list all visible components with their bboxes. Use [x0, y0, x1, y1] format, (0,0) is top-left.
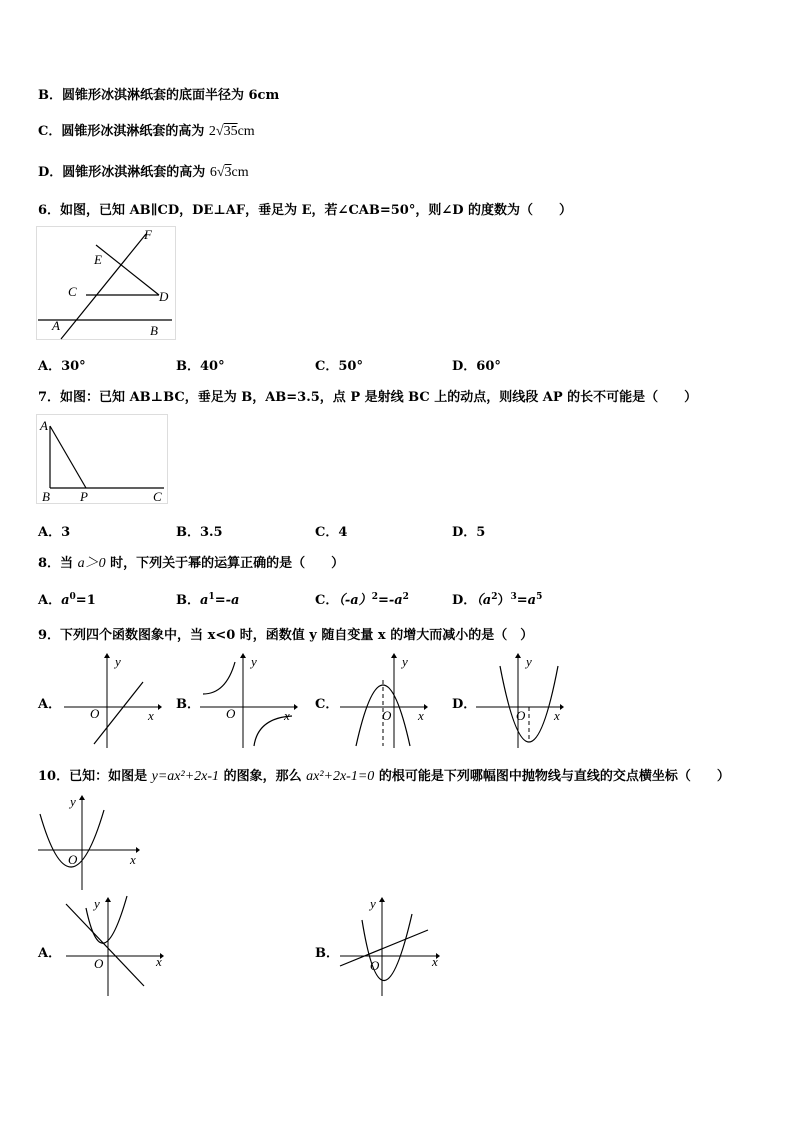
x-label: x — [148, 708, 154, 723]
origin-label: O — [516, 708, 526, 723]
sqrt-sign: √ — [215, 124, 224, 139]
q7-stem: 7．如图：已知 AB⊥BC，垂足为 B，AB=3.5，点 P 是射线 BC 上的动点，则线段 AP 的长不可能是（ ） — [38, 390, 698, 405]
exponent: 3 — [510, 592, 517, 602]
q6-option-d: D．60° — [452, 359, 501, 374]
y-label: y — [70, 794, 76, 809]
label-p: P — [80, 489, 88, 504]
increasing-line — [340, 930, 428, 966]
exponent: 0 — [69, 592, 76, 602]
rest: =-a — [377, 593, 403, 608]
rest: =1 — [75, 593, 96, 608]
q7-option-c: C．4 — [315, 525, 348, 540]
q8-option-c — [315, 589, 409, 608]
option-prev-c — [38, 120, 255, 140]
q9-option-d-label: D． — [452, 697, 477, 712]
origin-label: O — [382, 708, 392, 723]
option-label: A． — [38, 593, 62, 608]
q10-graph-a — [60, 894, 168, 998]
sqrt-radicand: 3 — [224, 165, 232, 180]
origin-label: O — [370, 958, 380, 973]
label-a: A — [40, 418, 48, 433]
y-label: y — [526, 654, 532, 669]
increasing-line — [94, 682, 143, 744]
hyperbola-branch-left — [203, 662, 235, 694]
label-f: F — [144, 227, 152, 242]
q7-option-b: B．3.5 — [176, 525, 223, 540]
q9-option-b-label: B． — [176, 697, 200, 712]
exponent: 2 — [402, 592, 409, 602]
q7-option-a: A．3 — [38, 525, 71, 540]
q8-stem-prefix: 8．当 — [38, 556, 74, 571]
base: （-a） — [338, 593, 372, 608]
q9-graph-d — [474, 652, 574, 750]
y-label: y — [402, 654, 408, 669]
y-label: y — [115, 654, 121, 669]
label-b: B — [150, 323, 158, 338]
origin-label: O — [226, 706, 236, 721]
label-e: E — [94, 252, 102, 267]
origin-label: O — [68, 852, 78, 867]
q8-stem-suffix: 时，下列关于幂的运算正确的是（ ） — [110, 556, 345, 571]
figure-frame — [37, 415, 168, 504]
unit: cm — [237, 124, 255, 139]
rest: =a — [516, 593, 537, 608]
sqrt-coef: 2 — [208, 124, 216, 139]
q10-option-a-label: A． — [38, 946, 62, 961]
q8-stem — [38, 552, 344, 572]
q8-option-b — [176, 589, 239, 608]
option-label: D． — [452, 593, 477, 608]
q6-figure — [36, 226, 176, 340]
sqrt-sign: √ — [216, 165, 225, 180]
option-label: B． — [176, 593, 200, 608]
q9-graph-b — [198, 652, 298, 750]
decreasing-line — [66, 904, 144, 986]
option-prev-b: B．圆锥形冰淇淋纸套的底面半径为 6cm — [38, 88, 280, 103]
label-a: A — [52, 318, 60, 333]
parabola-up — [86, 896, 127, 943]
rest: =-a — [214, 593, 240, 608]
q9-option-c-label: C． — [315, 697, 339, 712]
q10-stem-suffix: 的根可能是下列哪幅图中抛物线与直线的交点横坐标（ ） — [378, 769, 730, 784]
option-label: C． — [315, 593, 339, 608]
q10-stem-mid: 的图象，那么 — [223, 769, 302, 784]
label-c: C — [153, 489, 162, 504]
label-b: B — [42, 489, 50, 504]
y-label: y — [94, 896, 100, 911]
q6-option-a: A．30° — [38, 359, 86, 374]
q10-stem — [38, 765, 730, 785]
q7-figure — [36, 414, 168, 504]
base: （a — [476, 593, 492, 608]
option-prev-c-text: C．圆锥形冰淇淋纸套的高为 — [38, 124, 205, 139]
q10-graph-b — [336, 894, 448, 998]
q10-option-b-label: B． — [315, 946, 339, 961]
y-label: y — [251, 654, 257, 669]
x-label: x — [418, 708, 424, 723]
exponent: 2 — [371, 592, 378, 602]
y-label: y — [370, 896, 376, 911]
unit: cm — [231, 165, 249, 180]
exponent: 5 — [536, 592, 543, 602]
sqrt-coef: 6 — [209, 165, 217, 180]
paren: ） — [497, 593, 511, 608]
q8-stem-condition: a＞0 — [77, 556, 106, 571]
q6-stem: 6．如图，已知 AB∥CD，DE⊥AF，垂足为 E，若∠CAB=50°，则∠D 的度数为（ ） — [38, 203, 573, 218]
q8-option-d — [452, 589, 542, 608]
x-label: x — [156, 954, 162, 969]
base: a — [200, 593, 209, 608]
label-c: C — [68, 284, 77, 299]
option-prev-d — [38, 161, 249, 181]
option-prev-d-text: D．圆锥形冰淇淋纸套的高为 — [38, 165, 206, 180]
segment-ap — [50, 426, 86, 488]
q6-option-b: B．40° — [176, 359, 225, 374]
q7-option-d: D．5 — [452, 525, 486, 540]
q6-option-c: C．50° — [315, 359, 363, 374]
exponent: 2 — [491, 592, 498, 602]
q10-function: y=ax²+2x-1 — [151, 769, 220, 784]
origin-label: O — [90, 706, 100, 721]
exponent: 1 — [208, 592, 215, 602]
label-d: D — [159, 289, 169, 304]
x-label: x — [130, 852, 136, 867]
segment-de — [96, 245, 159, 295]
sqrt-radicand: 35 — [223, 124, 238, 139]
q9-graph-a — [62, 652, 162, 750]
x-label: x — [554, 708, 560, 723]
option-prev-c-math — [209, 124, 255, 139]
q9-graph-c — [338, 652, 438, 750]
q10-given-graph — [34, 792, 146, 892]
q10-stem-prefix: 10．已知：如图是 — [38, 769, 148, 784]
q10-equation: ax²+2x-1=0 — [306, 769, 375, 784]
q8-option-a — [38, 589, 96, 608]
q9-stem: 9．下列四个函数图象中，当 x<0 时，函数值 y 随自变量 x 的增大而减小的是（ ） — [38, 628, 534, 643]
q9-option-a-label: A． — [38, 697, 62, 712]
origin-label: O — [94, 956, 104, 971]
x-label: x — [284, 708, 290, 723]
base: a — [61, 593, 70, 608]
option-prev-d-math — [210, 165, 249, 180]
x-label: x — [432, 954, 438, 969]
